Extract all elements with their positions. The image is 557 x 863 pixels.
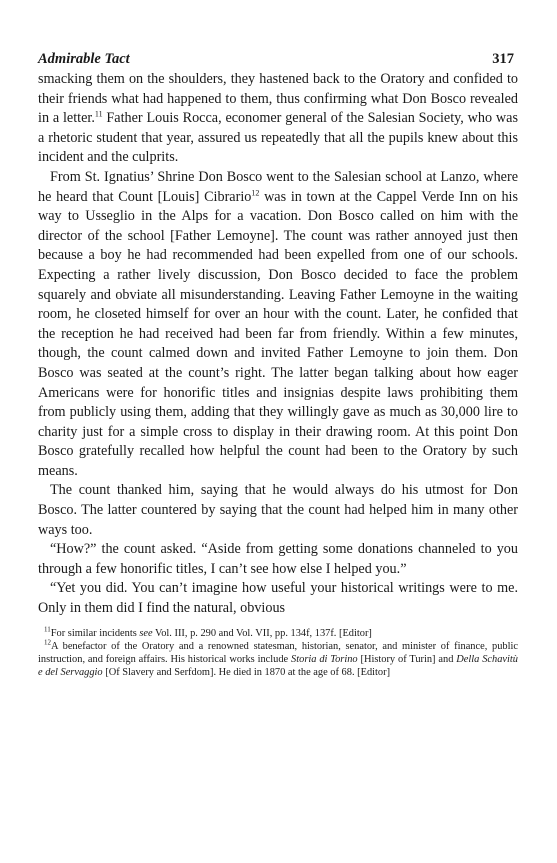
footnote-mark: 11 [44, 625, 51, 634]
body-text [38, 70, 518, 619]
text-run: For similar incidents [50, 627, 140, 639]
footnote [38, 640, 518, 679]
footnote-reference: 11 [94, 109, 103, 119]
footnote-reference: 12 [251, 187, 260, 197]
text-run: was in town at the Cappel Verde Inn on his way to Usseglio in the Alps for a vacation. Don Bosco called on him with the director of the school [Father Lemoyne]. The count was rather annoyed just then because a boy he had recommended had been expelled from one of our schools. Expecting a rather lively discussion, Don Bosco decided to face the problem squarely and obviate all misunderstanding. Leaving Father Lemoyne in the waiting room, he closeted himself for over an hour with the count. Later, he confided that the reception he had received had been far from friendly. Within a few minutes, though, the count calmed down and invited Father Lemoyne to join them. Don Bosco was seated at the count’s right. The latter began talking about how eager Americans were for honorific titles and insignias despite laws prohibiting them from publicly using them, adding that they willingly gave as much as 30,000 lire to charity just for a simple cross to display in their drawing room. At this point Don Bosco gratefully recalled how helpful the count had been to the Oratory by such means. [38, 188, 519, 479]
text-run: From St. Ignatius’ Shrine Don Bosco went to the Salesian school at Lanzo, where he heard that Count [Louis] Cibrario [38, 168, 518, 205]
running-head [38, 50, 518, 68]
paragraph [38, 481, 518, 540]
paragraph [38, 579, 518, 618]
text-run: Vol. III, p. 290 and Vol. VII, pp. 134f, 137f. [Editor] [152, 627, 372, 639]
italic-text: Storia di Torino [291, 653, 358, 665]
text-run: Father Louis Rocca, economer general of the Salesian Society, who was a rhetoric student that year, assured us repeatedly that all the pupils knew about this incident and the culprits. [38, 110, 518, 166]
italic-text: see [139, 627, 153, 639]
paragraph [38, 168, 518, 482]
paragraph [38, 70, 518, 168]
text-run: [Of Slavery and Serfdom]. He died in 1870 at the age of 68. [Editor] [102, 666, 391, 678]
italic-text: Della Schavitù e del Servaggio [38, 653, 518, 678]
book-page [38, 50, 518, 679]
text-run: [History of Turin] and [357, 653, 457, 665]
running-title: Admirable Tact [38, 51, 130, 67]
footnotes [38, 627, 518, 679]
paragraph [38, 540, 518, 579]
text-run: The count thanked him, saying that he would always do his utmost for Don Bosco. The latter countered by saying that the count had helped him in many other ways too. [38, 482, 518, 538]
text-run: A benefactor of the Oratory and a renowned statesman, historian, senator, and minister of finance, public instruction, and foreign affairs. His historical works include [38, 640, 518, 665]
footnote [38, 627, 518, 640]
text-run: “Yet you did. You can’t imagine how useful your historical writings were to me. Only in them did I find the natural, obvious [38, 580, 518, 617]
text-run: “How?” the count asked. “Aside from getting some donations channeled to you through a few honorific titles, I can’t see how else I helped you.” [38, 541, 518, 577]
footnote-mark: 12 [44, 638, 51, 647]
page-number: 317 [492, 51, 514, 67]
text-run: smacking them on the shoulders, they hastened back to the Oratory and confided to their friends what had happened to them, thus confirming what Don Bosco revealed in a letter. [38, 71, 518, 127]
